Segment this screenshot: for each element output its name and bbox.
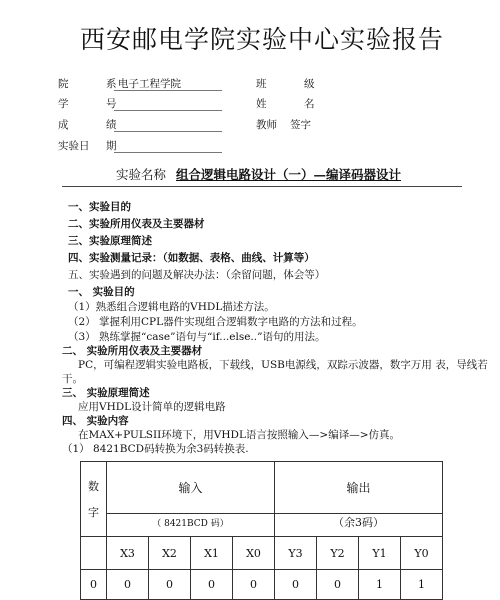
principle-text: 应用VHDL设计简单的逻辑电路 — [78, 401, 226, 413]
input-subheader: （ 8421BCD 码） — [107, 514, 275, 537]
objective-item: （3） 熟练掌握“case”语句与“if...else..”语句的用法。 — [68, 331, 326, 343]
underline-dept — [114, 90, 222, 91]
equipment-text-cont: 干。 — [62, 373, 83, 385]
table-cell: 0 — [107, 570, 149, 600]
label-class-b: 级 — [304, 78, 315, 90]
label-date-b: 期 — [106, 140, 117, 152]
experiment-name-label: 实验名称 — [116, 167, 167, 182]
column-header: X3 — [107, 537, 149, 570]
section-principle-heading: 三、 实验原理简述 — [62, 387, 150, 399]
underline-id — [114, 110, 222, 111]
table-cell: 1 — [359, 570, 401, 600]
column-header: Y2 — [317, 537, 359, 570]
table-cell: 0 — [275, 570, 317, 600]
column-header: Y1 — [359, 537, 401, 570]
underline-score — [114, 131, 222, 132]
column-header: Y3 — [275, 537, 317, 570]
label-date-a: 实验日 — [58, 140, 90, 152]
label-class-a: 班 — [256, 78, 267, 90]
table-cell: 0 — [191, 570, 233, 600]
column-header: X0 — [233, 537, 275, 570]
table-cell: 0 — [81, 570, 107, 600]
outline-item: 四、实验测量记录：（如数据、表格、曲线、计算等） — [68, 252, 315, 264]
content-text: 在MAX+PULSII环境下，用VHDL语言按照输入—>编译—>仿真。 — [78, 429, 401, 441]
underline-date — [114, 152, 222, 153]
label-name-b: 名 — [304, 98, 315, 110]
experiment-name-line — [116, 165, 401, 183]
column-header: X1 — [191, 537, 233, 570]
outline-item: 五、实验遇到的问题及解决办法：（余留问题，体会等） — [68, 269, 326, 281]
separator-rule — [62, 186, 462, 187]
column-header: X2 — [149, 537, 191, 570]
label-teacher: 教师 — [256, 119, 277, 131]
digit-header-a: 数 — [88, 480, 99, 493]
input-header: 输入 — [107, 462, 275, 514]
table-cell: 0 — [233, 570, 275, 600]
label-name-a: 姓 — [256, 98, 267, 110]
section-equipment-heading: 二、 实验所用仪表及主要器材 — [62, 345, 203, 357]
section-content-heading: 四、 实验内容 — [62, 415, 129, 427]
outline-item: 三、实验原理简述 — [68, 235, 152, 247]
objective-item: （2） 掌握利用CPL器件实现组合逻辑数字电路的方法和过程。 — [68, 316, 363, 328]
value-dept: 电子工程学院 — [118, 78, 181, 90]
label-dept-a: 院 — [58, 78, 69, 90]
outline-item: 一、实验目的 — [68, 201, 131, 213]
section-objectives-heading: 一、 实验目的 — [68, 286, 135, 298]
content-item: （1） 8421BCD码转换为余3码转换表. — [62, 443, 249, 455]
label-id-b: 号 — [106, 98, 117, 110]
conversion-table — [80, 461, 443, 600]
objective-item: （1）熟悉组合逻辑电路的VHDL描述方法。 — [68, 301, 275, 313]
label-dept-b: 系 — [106, 78, 117, 90]
table-cell: 0 — [149, 570, 191, 600]
output-subheader: （余3码） — [275, 514, 443, 537]
digit-header-cell — [81, 462, 107, 537]
column-header: Y0 — [401, 537, 443, 570]
digit-header-b: 字 — [88, 506, 99, 519]
equipment-text: PC，可编程逻辑实验电路板，下载线，USB电源线，双踪示波器，数字万用 表，导线若 — [78, 359, 488, 371]
label-id-a: 学 — [58, 98, 69, 110]
experiment-name: 组合逻辑电路设计（一）—编译码器设计 — [176, 167, 402, 182]
outline-item: 二、实验所用仪表及主要器材 — [68, 218, 205, 230]
output-header: 输出 — [275, 462, 443, 514]
label-signature: 签字 — [290, 119, 311, 131]
report-title: 西安邮电学院实验中心实验报告 — [80, 25, 445, 54]
label-score-b: 绩 — [106, 119, 117, 131]
table-cell: 0 — [317, 570, 359, 600]
table-cell: 1 — [401, 570, 443, 600]
label-score-a: 成 — [58, 119, 69, 131]
